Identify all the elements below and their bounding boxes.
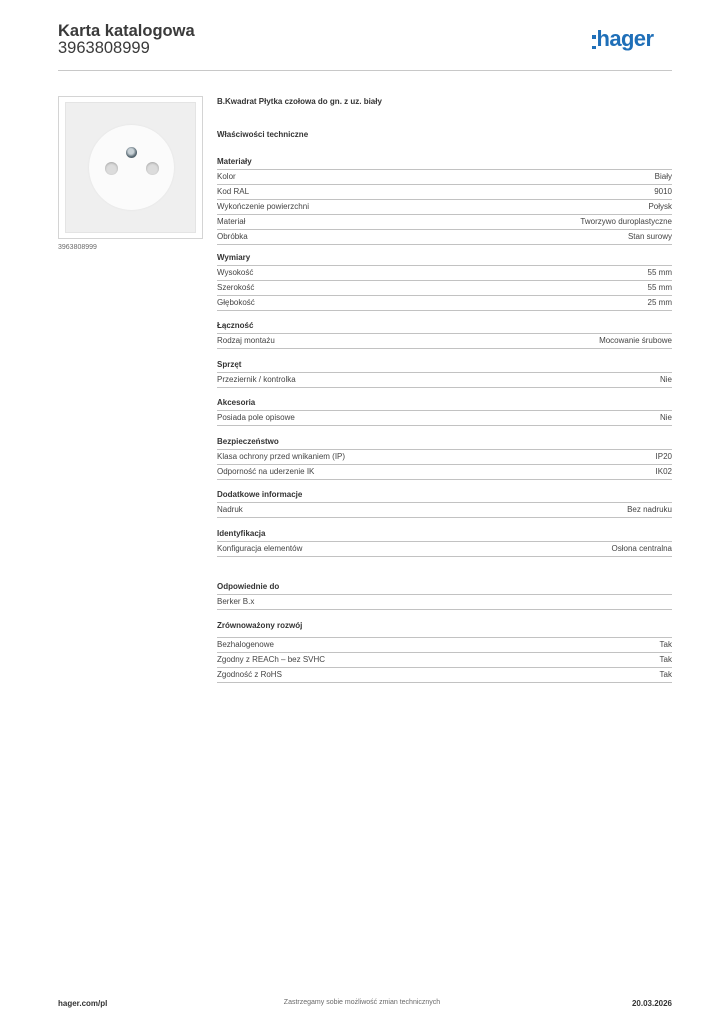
spec-label: Posiada pole opisowe [217, 413, 295, 422]
group-title: Łączność [217, 321, 254, 330]
group-title: Dodatkowe informacje [217, 490, 303, 499]
spec-row [217, 169, 672, 184]
spec-row [217, 184, 672, 199]
spec-row [217, 199, 672, 214]
spec-value: 55 mm [647, 283, 672, 292]
product-image [58, 96, 203, 239]
spec-value: Nie [659, 413, 672, 422]
spec-label: Bezhalogenowe [217, 640, 274, 649]
spec-label: Głębokość [217, 298, 255, 307]
footer-disclaimer: Zastrzegamy sobie możliwość zmian technicznych [283, 999, 441, 1006]
spec-value: Nie [659, 375, 672, 384]
spec-row [217, 229, 672, 244]
spec-value: Mocowanie śrubowe [599, 336, 672, 345]
document-title: Karta katalogowa [58, 22, 195, 40]
spec-label: Materiał [217, 217, 246, 226]
cover-plate [65, 102, 196, 233]
socket-hole-left [105, 162, 118, 175]
earth-pin-icon [126, 147, 137, 158]
spec-row [217, 667, 672, 682]
spec-value: Biały [654, 172, 672, 181]
group-end-divider [217, 682, 672, 683]
logo-dots-icon [592, 35, 596, 49]
spec-row [217, 372, 672, 387]
spec-label: Berker B.x [217, 597, 255, 606]
group-end-divider [217, 556, 672, 557]
group-end-divider [217, 310, 672, 311]
product-code: 3963808999 [58, 39, 150, 57]
header-divider [58, 70, 672, 71]
spec-row [217, 410, 672, 425]
spec-row [217, 637, 672, 652]
spec-value: 9010 [654, 187, 672, 196]
spec-row [217, 333, 672, 348]
spec-value: Tak [659, 655, 672, 664]
spec-row [217, 464, 672, 479]
spec-label: Kod RAL [217, 187, 250, 196]
group-end-divider [217, 348, 672, 349]
spec-value: 25 mm [647, 298, 672, 307]
spec-row [217, 265, 672, 280]
spec-label: Zgodny z REACh – bez SVHC [217, 655, 326, 664]
spec-label: Wykończenie powierzchni [217, 202, 309, 211]
spec-label: Szerokość [217, 283, 255, 292]
group-end-divider [217, 609, 672, 610]
group-title: Identyfikacja [217, 529, 266, 538]
spec-label: Obróbka [217, 232, 248, 241]
group-end-divider [217, 479, 672, 480]
product-description: B.Kwadrat Płytka czołowa do gn. z uz. biały [217, 97, 382, 106]
group-end-divider [217, 425, 672, 426]
spec-value: IP20 [655, 452, 672, 461]
spec-label: Klasa ochrony przed wnikaniem (IP) [217, 452, 346, 461]
spec-row [217, 594, 672, 609]
spec-row [217, 214, 672, 229]
spec-label: Przeziernik / kontrolka [217, 375, 296, 384]
group-title: Akcesoria [217, 398, 256, 407]
spec-label: Zgodność z RoHS [217, 670, 282, 679]
spec-row [217, 280, 672, 295]
group-title: Zrównoważony rozwój [217, 621, 303, 630]
spec-value: Tak [659, 640, 672, 649]
logo-text: hager [596, 26, 654, 51]
spec-label: Odporność na uderzenie IK [217, 467, 315, 476]
spec-label: Konfiguracja elementów [217, 544, 303, 553]
spec-row [217, 652, 672, 667]
spec-value: Połysk [648, 202, 672, 211]
group-title: Sprzęt [217, 360, 242, 369]
group-title: Bezpieczeństwo [217, 437, 279, 446]
spec-value: Tak [659, 670, 672, 679]
group-title: Odpowiednie do [217, 582, 280, 591]
spec-row [217, 449, 672, 464]
spec-label: Wysokość [217, 268, 254, 277]
technical-properties-title: Właściwości techniczne [217, 130, 309, 139]
socket-hole-right [146, 162, 159, 175]
spec-row [217, 541, 672, 556]
spec-label: Kolor [217, 172, 236, 181]
group-end-divider [217, 244, 672, 245]
footer-website: hager.com/pl [58, 999, 108, 1008]
spec-value: IK02 [655, 467, 672, 476]
spec-value: Stan surowy [627, 232, 672, 241]
spec-value: 55 mm [647, 268, 672, 277]
group-title: Materiały [217, 157, 252, 166]
spec-value: Bez nadruku [627, 505, 672, 514]
image-caption: 3963808999 [58, 244, 97, 251]
spec-label: Nadruk [217, 505, 243, 514]
spec-label: Rodzaj montażu [217, 336, 275, 345]
footer-date: 20.03.2026 [631, 999, 672, 1008]
hager-logo [592, 26, 653, 56]
spec-value: Osłona centralna [611, 544, 672, 553]
socket-disc [89, 125, 174, 210]
spec-row [217, 502, 672, 517]
spec-value: Tworzywo duroplastyczne [580, 217, 672, 226]
group-end-divider [217, 517, 672, 518]
group-title: Wymiary [217, 253, 251, 262]
group-end-divider [217, 387, 672, 388]
spec-row [217, 295, 672, 310]
